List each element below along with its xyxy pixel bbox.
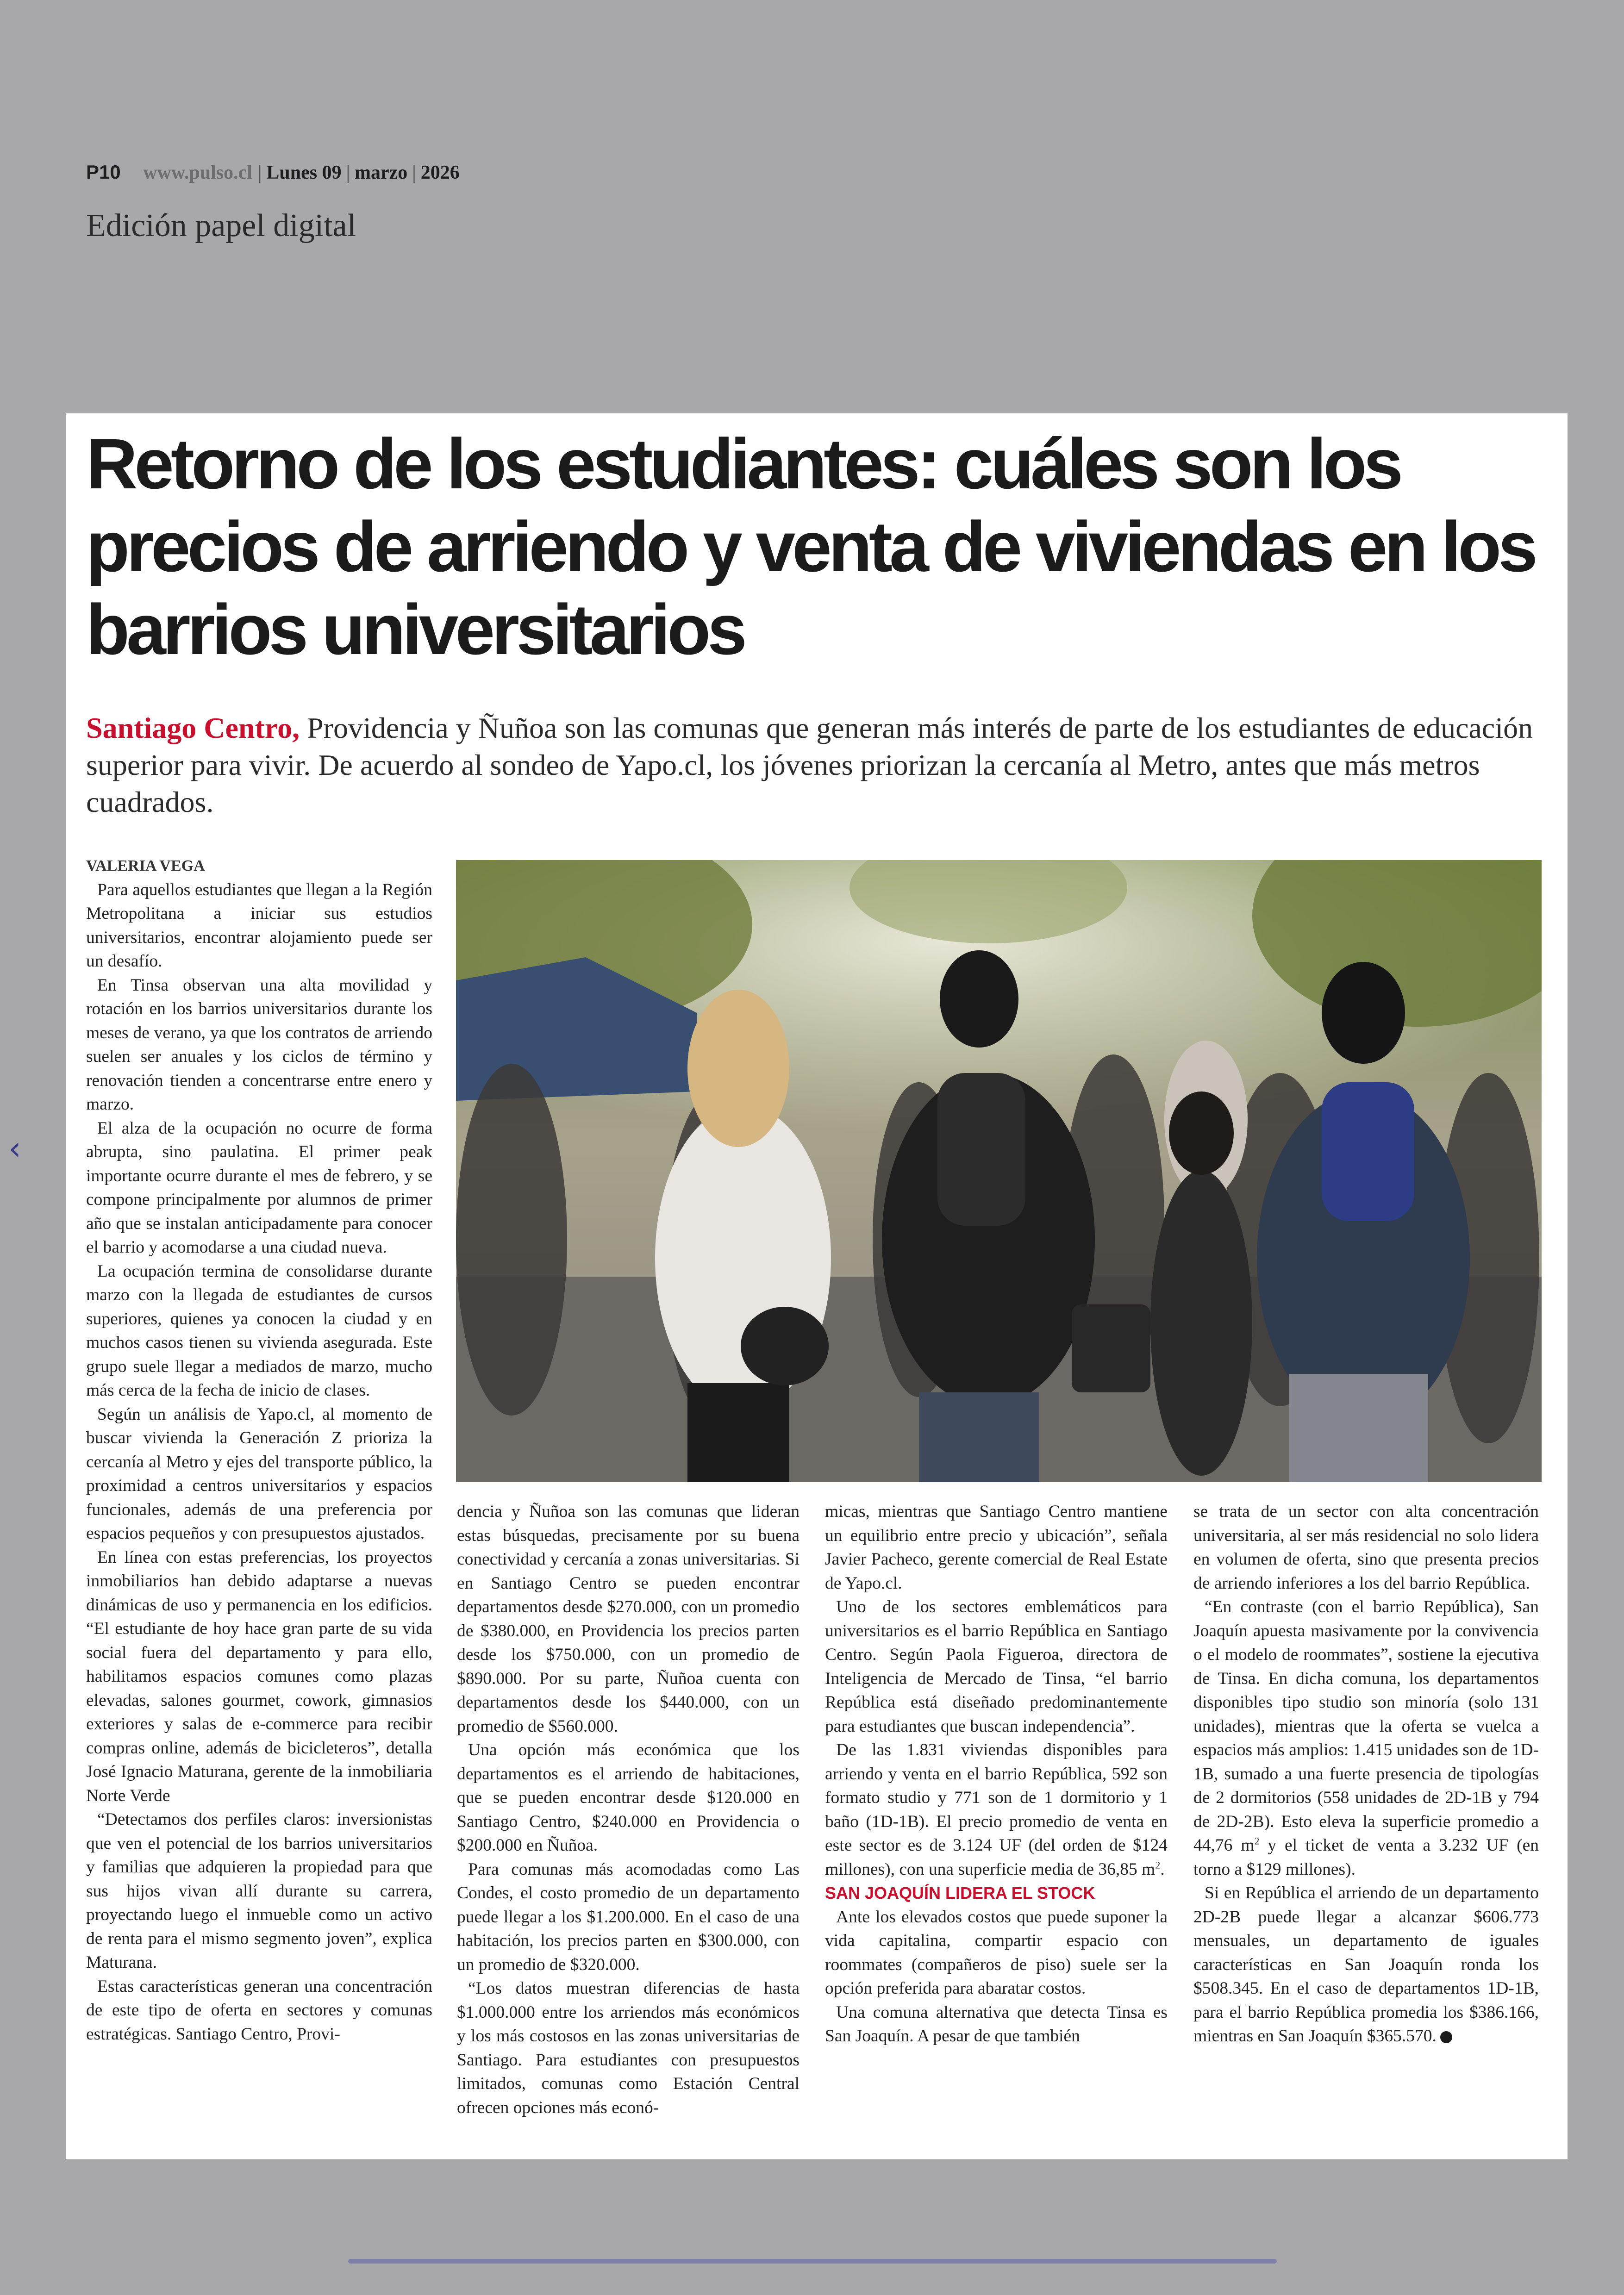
date-month: marzo	[355, 162, 408, 183]
byline: VALERIA VEGA	[86, 857, 205, 874]
article-column-4	[1193, 1500, 1539, 2048]
paragraph	[825, 1738, 1168, 1881]
paragraph: La ocupación termina de consolidarse durante marzo con la llegada de estudiantes de cursos superiores, quienes ya conocen la ciudad y en muchos casos tienen su vivienda asegurada. Este grupo suele llegar a mediados de marzo, mucho más cerca de la fecha de inicio de clases.	[86, 1261, 432, 1400]
separator: |	[346, 162, 350, 183]
paragraph: “Los datos muestran diferencias de hasta $1.000.000 entre los arriendos más económicos y los más costosos en las zonas universitarias de Santiago. Para estudiantes con presupuestos limitados, comunas como Estación Central ofrecen opciones más econó-	[457, 1979, 800, 2117]
section-subhead: SAN JOAQUÍN LIDERA EL STOCK	[825, 1883, 1095, 1902]
paragraph: Ante los elevados costos que puede suponer la vida capitalina, compartir espacio con roommates (compañeros de piso) suele ser la opción preferida para abaratar costos.	[825, 1907, 1168, 1998]
horizontal-scrollbar[interactable]	[348, 2259, 1277, 2264]
lead-highlight: Santiago Centro,	[86, 711, 300, 744]
paragraph-text: De las 1.831 viviendas disponibles para arriendo y venta en el barrio República, 592 son formato studio y 771 son de 1 dormitorio y 1 baño (1D-1B). El precio promedio de venta en este sector es de 3.124 UF (del orden de $124 millones), con una superficie media de 36,85 m	[825, 1740, 1168, 1879]
paragraph: Estas características generan una concentración de este tipo de oferta en sectores y comunas estratégicas. Santiago Centro, Provi-	[86, 1977, 432, 2044]
paragraph-text: “En contraste (con el barrio República), San Joaquín apuesta masivamente por la convivencia o el modelo de roommates”, sostiene la ejecutiva de Tinsa. En dicha comuna, los departamentos disponibles tipo studio son minoría (solo 131 unidades), mientras que la oferta se vuelca a espacios más amplios: 1.415 unidades son de 1D-1B, sumado a una fuerte presencia de tipologías de 2 dormitorios (558 unidades de 2D-1B y 794 de 2D-2B). Esto eleva la superficie promedio a 44,76 m	[1193, 1597, 1539, 1855]
end-mark-icon	[1440, 2031, 1452, 2043]
article-photo	[456, 860, 1542, 1482]
paragraph: Para aquellos estudiantes que llegan a la Región Metropolitana a iniciar sus estudios universitarios, encontrar alojamiento puede ser un desafío.	[86, 880, 432, 971]
paragraph	[1193, 1881, 1539, 2048]
paragraph-text: Si en República el arriendo de un departamento 2D-2B puede llegar a alcanzar $606.773 mensuales, un departamento de iguales características en San Joaquín ronda los $508.345. En el caso de departamentos 1D-1B, para el barrio República promedia los $386.166, mientras en San Joaquín $365.570.	[1193, 1883, 1539, 2046]
date-year: 2026	[420, 162, 460, 183]
paragraph: “Detectamos dos perfiles claros: inversionistas que ven el potencial de los barrios universitarios y familias que adquieren la propiedad para que sus hijos vivan allí durante su carrera, proyectando luego el inmueble como un activo de renta para el mismo segmento joven”, explica Maturana.	[86, 1810, 432, 1972]
chevron-left-icon[interactable]: ‹	[8, 1129, 21, 1167]
paragraph: En Tinsa observan una alta movilidad y rotación en los barrios universitarios durante los meses de verano, ya que los contratos de arriendo suelen ser anuales y los ciclos de término y renovación tienden a concentrarse entre enero y marzo.	[86, 975, 432, 1114]
site-url[interactable]: www.pulso.cl	[143, 162, 252, 183]
paragraph: Una comuna alternativa que detecta Tinsa es San Joaquín. A pesar de que también	[825, 2002, 1168, 2046]
paragraph: El alza de la ocupación no ocurre de forma abrupta, sino paulatina. El primer peak importante ocurre durante el mes de febrero, y se compone principalmente por alumnos de primer año que se instalan anticipadamente para conocer el barrio y acomodarse a una ciudad nueva.	[86, 1118, 432, 1257]
paragraph: se trata de un sector con alta concentración universitaria, al ser más residencial no solo lidera en volumen de oferta, sino que presenta precios de arriendo inferiores a los del barrio República.	[1193, 1502, 1539, 1593]
article-lead	[86, 710, 1540, 821]
article-column-2	[457, 1500, 800, 2120]
separator: |	[412, 162, 416, 183]
period: .	[1160, 1859, 1165, 1879]
paragraph: En línea con estas preferencias, los proyectos inmobiliarios han debido adaptarse a nuevas dinámicas de uso y permanencia en los edificios. “El estudiante de hoy hace gran parte de su vida social fuera del departamento y para ello, habilitamos espacios comunes como plazas elevadas, salones gourmet, cowork, gimnasios exteriores y salas de e-commerce para recibir compras online, además de bicicleteros”, detalla José Ignacio Maturana, gerente de la inmobiliaria Norte Verde	[86, 1547, 432, 1805]
paragraph: dencia y Ñuñoa son las comunas que lideran estas búsquedas, precisamente por su buena conectividad y cercanía a zonas universitarias. Si en Santiago Centro se pueden encontrar departamentos desde $270.000, con un promedio de $380.000, en Providencia los precios parten desde los $750.000, con un promedio de $890.000. Por su parte, Ñuñoa cuenta con departamentos desde los $440.000, con un promedio de $560.000.	[457, 1502, 800, 1736]
paragraph-text: y el ticket de venta a 3.232 UF (en torno a $129 millones).	[1193, 1836, 1539, 1879]
paragraph: micas, mientras que Santiago Centro mantiene un equilibrio entre precio y ubicación”, señala Javier Pacheco, gerente comercial de Real Estate de Yapo.cl.	[825, 1502, 1168, 1593]
article-headline: Retorno de los estudiantes: cuáles son los precios de arriendo y venta de viviendas en los barrios universitarios	[86, 424, 1535, 669]
page-number: P10	[86, 161, 121, 183]
article-page	[66, 413, 1568, 2159]
separator: |	[257, 162, 262, 183]
date-day: Lunes 09	[266, 162, 342, 183]
superscript: 2	[1254, 1835, 1260, 1847]
article-column-1	[86, 854, 432, 2046]
paragraph: Según un análisis de Yapo.cl, al momento de buscar vivienda la Generación Z prioriza la cercanía al Metro y ejes del transporte público, la proximidad a centros universitarios y espacios funcionales, además de una preferencia por espacios pequeños y con presupuestos ajustados.	[86, 1404, 432, 1543]
page-header	[86, 161, 460, 184]
paragraph	[1193, 1595, 1539, 1881]
paragraph: Una opción más económica que los departamentos es el arriendo de habitaciones, que se pueden encontrar desde $120.000 en Santiago Centro, $240.000 en Providencia o $200.000 en Ñuñoa.	[457, 1740, 800, 1855]
article-column-3	[825, 1500, 1168, 2048]
superscript: 2	[1155, 1859, 1161, 1871]
lead-text: Providencia y Ñuñoa son las comunas que generan más interés de parte de los estudiantes de educación superior para vivir. De acuerdo al sondeo de Yapo.cl, los jóvenes priorizan la cercanía al Metro, antes que más metros cuadrados.	[86, 711, 1533, 818]
paragraph: Uno de los sectores emblemáticos para universitarios es el barrio República en Santiago Centro. Según Paola Figueroa, directora de Inteligencia de Mercado de Tinsa, “el barrio República está diseñado predominantemente para estudiantes que buscan independencia”.	[825, 1597, 1168, 1736]
paragraph: Para comunas más acomodadas como Las Condes, el costo promedio de un departamento puede llegar a los $1.200.000. En el caso de una habitación, los precios parten en $300.000, con un promedio de $320.000.	[457, 1859, 800, 1974]
edition-label: Edición papel digital	[86, 208, 356, 243]
